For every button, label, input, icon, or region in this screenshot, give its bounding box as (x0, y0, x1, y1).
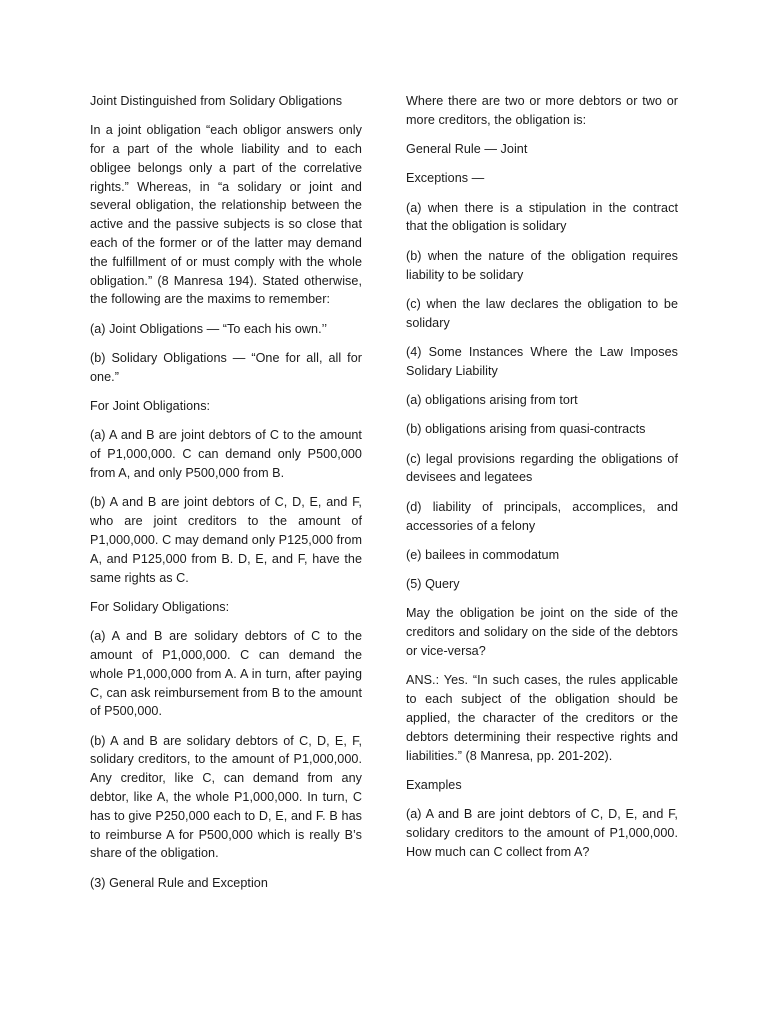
paragraph: (a) Joint Obligations — “To each his own.’’ (90, 321, 328, 336)
section-heading: Joint Distinguished from Solidary Obligations (90, 94, 343, 108)
paragraph: (b) when the nature of the obligation requires liability to be solidary (406, 248, 678, 282)
paragraph: (a) when there is a stipulation in the contract that the obligation is solidary (406, 200, 678, 234)
left-column (90, 92, 362, 903)
paragraph: Where there are two or more debtors or two or more creditors, the obligation is: (406, 94, 678, 127)
subheading: (5) Query (406, 577, 460, 592)
subheading: For Joint Obligations: (90, 399, 211, 414)
paragraph: (a) A and B are joint debtors of C, D, E, and F, solidary creditors to the amount of P1,000,000. How much can C collect from A? (406, 807, 678, 859)
subheading: For Solidary Obligations: (90, 599, 230, 614)
paragraph: General Rule — Joint (406, 142, 528, 157)
subheading: (3) General Rule and Exception (90, 875, 268, 890)
subheading: Examples (406, 777, 462, 792)
paragraph: May the obligation be joint on the side of the creditors and solidary on the side of the debtors or vice-versa? (406, 606, 678, 659)
paragraph: (a) A and B are solidary debtors of C to the amount of P1,000,000. C can demand the whole P1,000,000 from A. A in turn, after paying C, can ask reimbursement from B to the amount of P500,000. (90, 629, 362, 719)
paragraph: (c) legal provisions regarding the obligations of devisees and legatees (406, 451, 678, 485)
paragraph: (b) obligations arising from quasi-contracts (406, 422, 646, 437)
subheading: (4) Some Instances Where the Law Imposes Solidary Liability (406, 344, 678, 378)
right-column (406, 92, 678, 872)
paragraph: (e) bailees in commodatum (406, 547, 560, 562)
paragraph: In a joint obligation “each obligor answers only for a part of the whole liability and to each obligee belongs only a part of the correlative rights.” Whereas, in “a solidary or joint and several obligation, the relationship between the active and the passive subjects is so close that each of the former or of the latter may demand the fulfillment of or must comply with the whole obligation.” (8 Manresa 194). Stated otherwise, the following are the maxims to remember: (90, 123, 362, 307)
paragraph: (b) A and B are solidary debtors of C, D, E, F, solidary creditors, to the amount of P1,000,000. Any creditor, like C, can demand from any debtor, like A, the whole P1,000,000. In turn, C has to give P250,000 each to D, E, and F. B has to reimburse A for P500,000 which is really B’s share of the obligation. (90, 733, 362, 861)
paragraph: (d) liability of principals, accomplices, and accessories of a felony (406, 499, 678, 533)
paragraph: (c) when the law declares the obligation to be solidary (406, 296, 678, 330)
paragraph: (b) A and B are joint debtors of C, D, E, and F, who are joint creditors to the amount of P1,000,000. C may demand only P125,000 from A, and P125,000 from B. D, E, and F, have the same rights as C. (90, 495, 362, 585)
paragraph: (a) A and B are joint debtors of C to the amount of P1,000,000. C can demand only P500,000 from A, and only P500,000 from B. (90, 428, 362, 481)
paragraph: Exceptions — (406, 171, 485, 186)
paragraph: (a) obligations arising from tort (406, 393, 578, 408)
paragraph: (b) Solidary Obligations — “One for all, all for one.” (90, 351, 362, 384)
paragraph: ANS.: Yes. “In such cases, the rules applicable to each subject of the obligation should be applied, the character of the creditors or the debtors determining their respective rights and liabilities.” (8 Manresa, pp. 201-202). (406, 673, 678, 763)
